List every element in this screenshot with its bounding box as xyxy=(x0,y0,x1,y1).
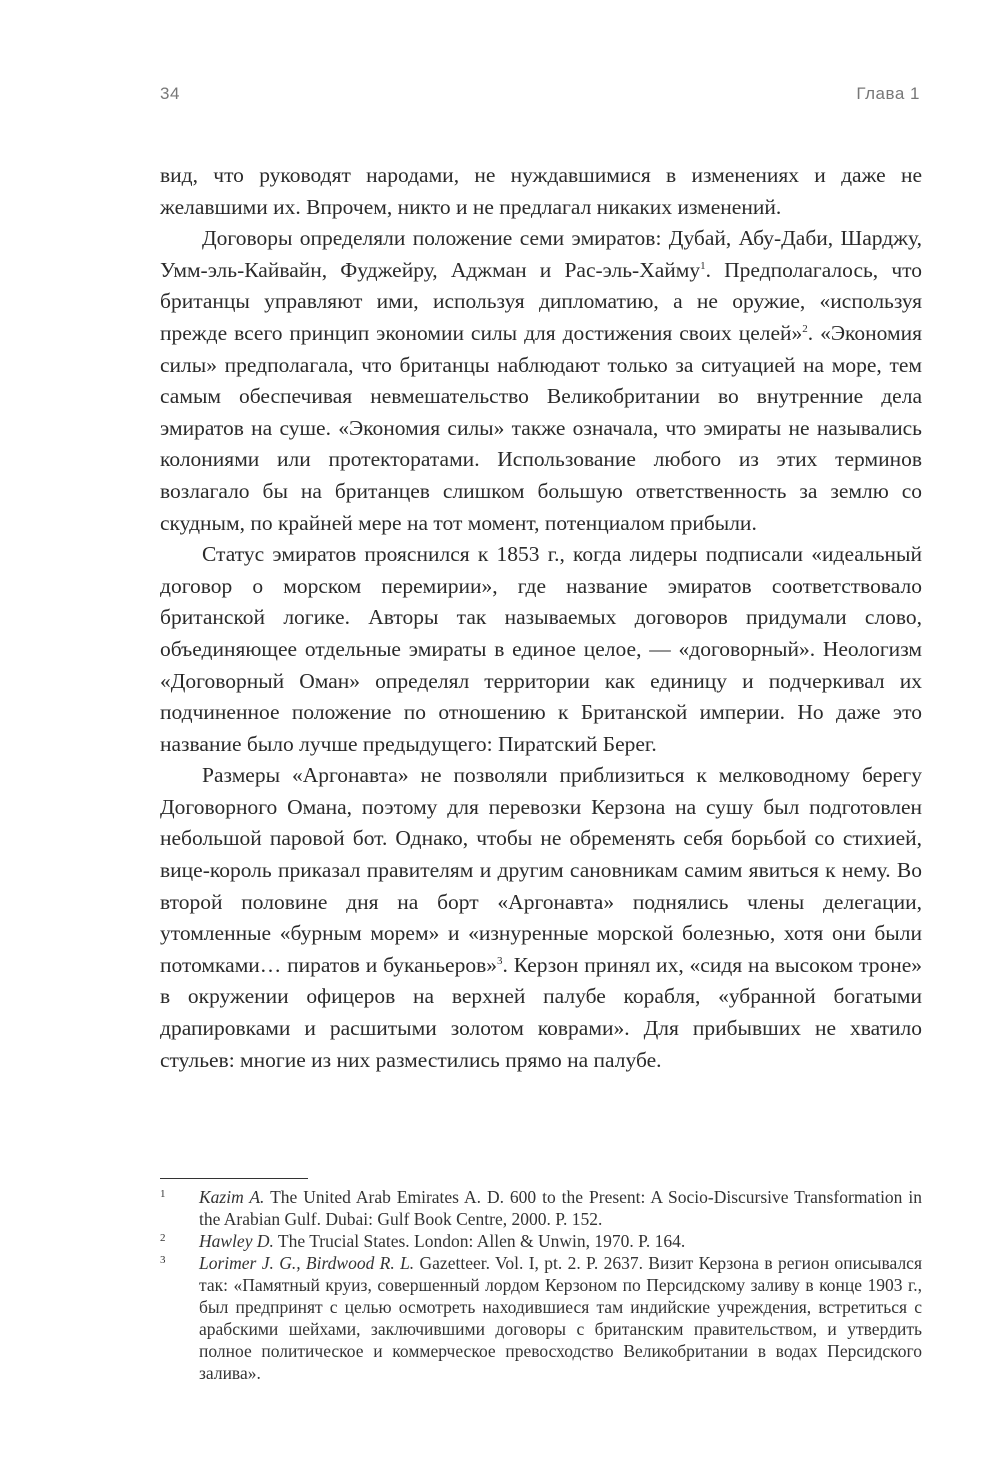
footnote-author: Lorimer J. G., Birdwood R. L. xyxy=(199,1253,415,1273)
paragraph: вид, что руководят народами, не нуждавшимися в изменениях и даже не желавшими их. Впрочем, никто и не предлагал никаких изменений. xyxy=(160,163,922,219)
footnote-number: 1 xyxy=(160,1188,166,1200)
paragraph: Договоры определяли положение семи эмиратов: Дубай, Абу-Даби, Шарджу, Умм-эль-Кайвайн, Фуджейру, Аджман и Рас-эль-Хайму$^1$. Предполагалось, что британцы управляют ими, используя дипломатию, а не оружие, «используя прежде всего принцип экономии силы для достижения своих целей»$^2$. «Экономия силы» предполагала, что британцы наблюдают только за ситуацией на море, тем самым обеспечивая невмешательство Великобритании во внутренние дела эмиратов на суше. «Экономия силы» также означала, что эмираты не назывались колониями или протекторатами. Использование любого из этих терминов возлагало бы на британцев слишком большую ответственность за землю со скудным, по крайней мере на тот момент, потенциалом прибыли. xyxy=(160,226,923,535)
running-header xyxy=(160,84,920,108)
footnote xyxy=(160,1186,922,1230)
footnotes xyxy=(160,1186,922,1384)
footnote-ref[interactable]: 1 xyxy=(700,259,706,272)
paragraph: Статус эмиратов прояснился к 1853 г., когда лидеры подписали «идеальный договор о морском перемирии», где название эмиратов соответствовало британской логике. Авторы так называемых договоров придумали слово, объединяющее отдельные эмираты в единое целое, — «договорный». Неологизм «Договорный Оман» определял территории как единицу и подчеркивал их подчиненное положение по отношению к Британской империи. Но даже это название было лучше предыдущего: Пиратский Берег. xyxy=(160,542,922,756)
footnote xyxy=(160,1230,922,1252)
footnote-number: 2 xyxy=(160,1232,166,1244)
footnote-number: 3 xyxy=(160,1254,166,1266)
footnote-text: The United Arab Emirates A. D. 600 to the Present: A Socio-Discursive Transformation in the Arabian Gulf. Dubai: Gulf Book Centre, 2000. P. 152. xyxy=(199,1187,922,1229)
footnote-author: Hawley D. xyxy=(199,1231,274,1251)
footnote-ref[interactable]: 2 xyxy=(802,322,808,335)
footnote-text: Gazetteer. Vol. I, pt. 2. P. 2637. Визит Керзона в регион описывался так: «Памятный круиз, совершенный лордом Керзоном по Персидскому заливу в конце 1903 г., был предпринят с целью осмотреть находившиеся там индийские учреждения, встретиться с арабскими шейхами, заключившими договоры с британским правительством, и утвердить полное политическое и коммерческое превосходство Великобритании в водах Персидского залива». xyxy=(199,1253,922,1383)
footnote-text: The Trucial States. London: Allen & Unwin, 1970. P. 164. xyxy=(277,1231,686,1251)
footnote xyxy=(160,1252,922,1384)
footnote-author: Kazim A. xyxy=(199,1187,265,1207)
footnote-ref[interactable]: 3 xyxy=(496,954,503,967)
page-number: 34 xyxy=(160,84,180,103)
paragraph: Размеры «Аргонавта» не позволяли приблизиться к мелководному берегу Договорного Омана, поэтому для перевозки Керзона на сушу был подготовлен небольшой паровой бот. Однако, чтобы не обременять себя борьбой со стихией, вице-король приказал правителям и другим сановникам самим явиться к нему. Во второй половине дня на борт «Аргонавта» поднялись члены делегации, утомленные «бурным морем» и «изнуренные морской болезнью, хотя они были потомками… пиратов и буканьеров»$^3$. Керзон принял их, «сидя на высоком троне» в окружении офицеров на верхней палубе корабля, «убранной богатыми драпировками и расшитыми золотом коврами». Для прибывших не хватило стульев: многие из них разместились прямо на палубе. xyxy=(160,763,922,1072)
footnote-divider xyxy=(160,1178,308,1179)
chapter-title: Глава 1 xyxy=(856,84,920,103)
main-text xyxy=(160,160,922,1076)
